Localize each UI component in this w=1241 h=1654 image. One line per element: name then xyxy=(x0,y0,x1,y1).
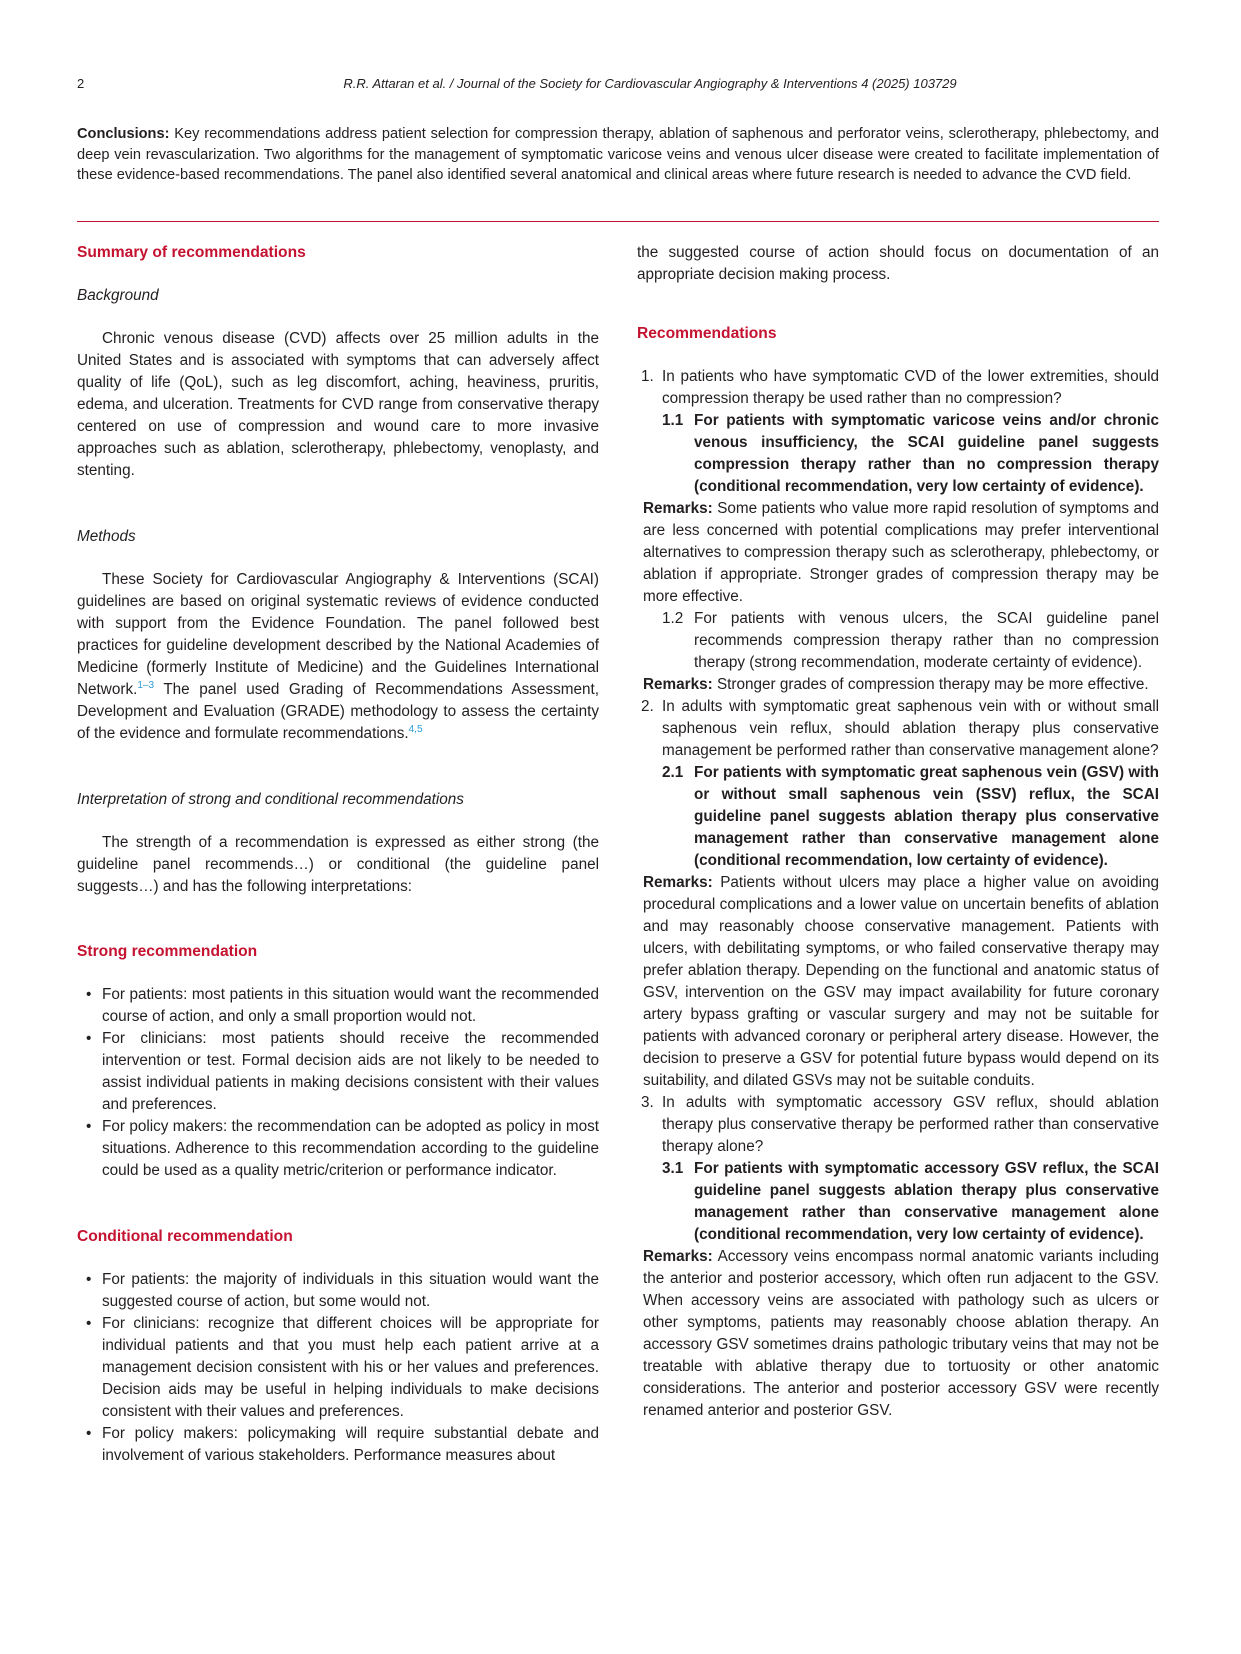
conclusions-text: Key recommendations address patient selection for compression therapy, ablation of saphenous and perforator veins, sclerotherapy, phlebectomy, and deep vein revascularization. Two algorithms for the management of symptomatic varicose veins and venous ulcer disease were created to facilitate implementation of these evidence-based recommendations. The panel also identified several anatomical and clinical areas where future research is needed to advance the CVD field. xyxy=(77,126,1159,184)
list-item: • For clinicians: most patients should receive the recommended intervention or test. Formal decision aids are not likely to be needed to assist individual patients in making decisions consistent with their values and preferences. xyxy=(77,1028,599,1116)
question-text: In adults with symptomatic great saphenous vein with or without small saphenous vein reflux, should ablation therapy plus conservative management be performed rather than conservative management alone? xyxy=(662,698,1159,759)
question-1 xyxy=(637,366,1159,410)
remarks-text: Patients without ulcers may place a higher value on avoiding procedural complications and a lower value on uncertain benefits of ablation and may reasonably choose conservative management. Patients with ulcers, with debilitating symptoms, or who failed conservative therapy may prefer ablation therapy. Depending on the functional and anatomic status of GSV, intervention on the GSV may impact availability for future coronary artery bypass grafting or vascular surgery and may not be suitable for patients with advanced coronary or peripheral artery disease. However, the decision to preserve a GSV for potential future bypass would depend on its suitability, and dilated GSVs may not be suitable conduits. xyxy=(643,874,1159,1089)
remarks-label: Remarks: xyxy=(643,1248,713,1265)
strong-recommendation-heading: Strong recommendation xyxy=(77,943,258,960)
conclusions-paragraph xyxy=(77,124,1159,186)
right-column xyxy=(637,242,1159,1422)
question-number: 3. xyxy=(641,1094,654,1111)
conditional-recommendation-list xyxy=(77,1269,599,1467)
strong-recommendation-list xyxy=(77,984,599,1182)
remarks-1-1 xyxy=(637,498,1159,608)
citation-link[interactable]: 4,5 xyxy=(408,724,423,735)
remarks-label: Remarks: xyxy=(643,676,713,693)
continuation-paragraph: the suggested course of action should focus on documentation of an appropriate decision making process. xyxy=(637,244,1159,283)
recommendation-text: For patients with venous ulcers, the SCAI guideline panel recommends compression therapy rather than no compression therapy (strong recommendation, moderate certainty of evidence). xyxy=(694,610,1159,671)
remarks-2-1 xyxy=(637,872,1159,1092)
left-column xyxy=(77,242,599,1467)
section-divider xyxy=(77,221,1159,222)
citation-link[interactable]: 1–3 xyxy=(137,680,155,691)
question-text: In adults with symptomatic accessory GSV reflux, should ablation therapy plus conservative therapy be performed rather than conservative therapy alone? xyxy=(662,1094,1159,1155)
running-head: R.R. Attaran et al. / Journal of the Society for Cardiovascular Angiography & Interventions 4 (2025) 103729 xyxy=(343,76,957,91)
recommendation-number: 3.1 xyxy=(662,1160,684,1177)
question-2 xyxy=(637,696,1159,762)
recommendation-text: For patients with symptomatic varicose veins and/or chronic venous insufficiency, the SCAI guideline panel suggests compression therapy rather than no compression therapy (conditional recommendation, very low certainty of evidence). xyxy=(694,412,1159,495)
conclusions-label: Conclusions: xyxy=(77,126,170,142)
remarks-text: Some patients who value more rapid resolution of symptoms and are less concerned with potential complications may prefer interventional alternatives to compression therapy such as sclerotherapy, phlebectomy, or ablation if appropriate. Stronger grades of compression therapy may be more effective. xyxy=(643,500,1159,605)
conditional-recommendation-heading: Conditional recommendation xyxy=(77,1228,293,1245)
recommendation-1-2 xyxy=(637,608,1159,674)
methods-text-1: These Society for Cardiovascular Angiography & Interventions (SCAI) guidelines are based on original systematic reviews of evidence conducted with support from the Evidence Foundation. The panel followed best practices for guideline development described by the National Academies of Medicine (formerly Institute of Medicine) and the Guidelines International Network. xyxy=(77,571,599,698)
list-item: • For patients: the majority of individuals in this situation would want the suggested course of action, but some would not. xyxy=(77,1269,599,1313)
recommendation-1-1 xyxy=(637,410,1159,498)
background-heading: Background xyxy=(77,287,159,304)
recommendation-text: For patients with symptomatic great saphenous vein (GSV) with or without small saphenous vein (SSV) reflux, the SCAI guideline panel suggests ablation therapy plus conservative management rather than conservative management alone (conditional recommendation, low certainty of evidence). xyxy=(694,764,1159,869)
question-number: 2. xyxy=(641,698,654,715)
recommendation-3-1 xyxy=(637,1158,1159,1246)
interpretation-heading: Interpretation of strong and conditional recommendations xyxy=(77,791,464,808)
remarks-label: Remarks: xyxy=(643,500,713,517)
question-number: 1. xyxy=(641,368,654,385)
recommendation-number: 1.1 xyxy=(662,412,684,429)
list-item: • For policy makers: the recommendation can be adopted as policy in most situations. Adherence to this recommendation according to the guideline could be used as a quality metric/criterion or performance indicator. xyxy=(77,1116,599,1182)
remarks-label: Remarks: xyxy=(643,874,713,891)
list-item: • For clinicians: recognize that different choices will be appropriate for individual patients and that you must help each patient arrive at a management decision consistent with his or her values and preferences. Decision aids may be useful in helping individuals to make decisions consistent with their values and preferences. xyxy=(77,1313,599,1423)
recommendation-text: For patients with symptomatic accessory GSV reflux, the SCAI guideline panel suggests ablation therapy plus conservative management rather than conservative management alone (conditional recommendation, very low certainty of evidence). xyxy=(694,1160,1159,1243)
methods-heading: Methods xyxy=(77,528,136,545)
recommendation-number: 2.1 xyxy=(662,764,684,781)
question-text: In patients who have symptomatic CVD of the lower extremities, should compression therapy be used rather than no compression? xyxy=(662,368,1159,407)
background-paragraph: Chronic venous disease (CVD) affects over 25 million adults in the United States and is associated with symptoms that can adversely affect quality of life (QoL), such as leg discomfort, aching, heaviness, pruritis, edema, and ulceration. Treatments for CVD range from conservative therapy centered on use of compression and wound care to more invasive approaches such as ablation, sclerotherapy, phlebectomy, venoplasty, and stenting. xyxy=(77,330,599,479)
page-number: 2 xyxy=(77,76,85,91)
question-3 xyxy=(637,1092,1159,1158)
remarks-text: Stronger grades of compression therapy may be more effective. xyxy=(712,676,1149,693)
interpretation-paragraph: The strength of a recommendation is expressed as either strong (the guideline panel recommends…) or conditional (the guideline panel suggests…) and has the following interpretations: xyxy=(77,834,599,895)
remarks-3-1 xyxy=(637,1246,1159,1422)
remarks-1-2 xyxy=(637,674,1159,696)
methods-text-2: The panel used Grading of Recommendations Assessment, Development and Evaluation (GRADE) methodology to assess the certainty of the evidence and formulate recommendations. xyxy=(77,681,599,742)
list-item: • For patients: most patients in this situation would want the recommended course of action, and only a small proportion would not. xyxy=(77,984,599,1028)
recommendation-number: 1.2 xyxy=(662,610,684,627)
remarks-text: Accessory veins encompass normal anatomic variants including the anterior and posterior accessory, which often run adjacent to the GSV. When accessory veins are associated with pathology such as ulcers or other symptoms, patients may reasonably choose ablation therapy. An accessory GSV sometimes drains pathologic tributary veins that may not be treatable with ablative therapy due to tortuosity or other anatomic considerations. The anterior and posterior accessory GSV were recently renamed anterior and posterior GSV. xyxy=(643,1248,1159,1419)
list-item: • For policy makers: policymaking will require substantial debate and involvement of various stakeholders. Performance measures about xyxy=(77,1423,599,1467)
recommendations-heading: Recommendations xyxy=(637,325,777,342)
summary-heading: Summary of recommendations xyxy=(77,244,306,261)
recommendation-2-1 xyxy=(637,762,1159,872)
methods-paragraph xyxy=(77,569,599,745)
